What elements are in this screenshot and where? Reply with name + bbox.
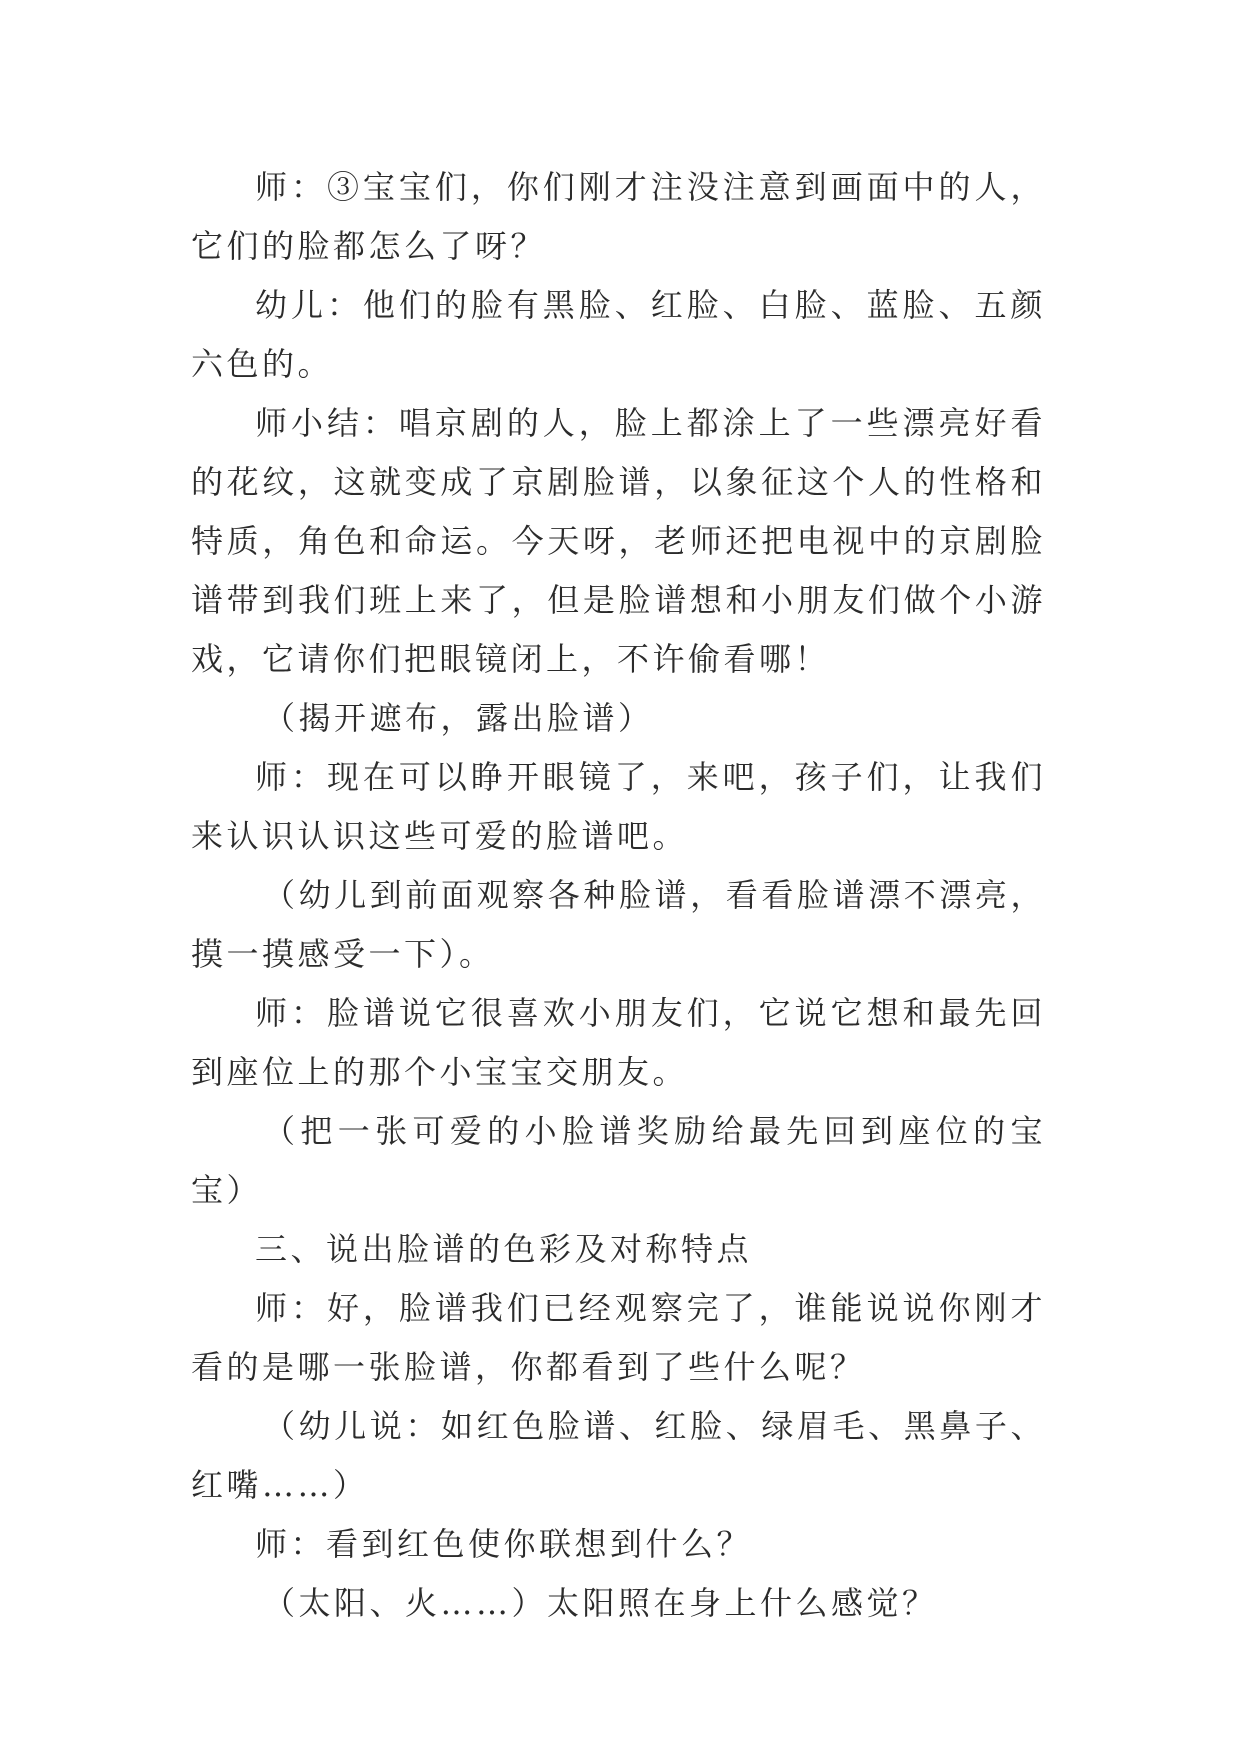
paragraph-action-observe: （幼儿到前面观察各种脸谱，看看脸谱漂不漂亮，摸一摸感受一下）。 — [191, 876, 1046, 973]
section-heading: 三、说出脸谱的色彩及对称特点 — [255, 1230, 753, 1268]
paragraph-action-reward: （把一张可爱的小脸谱奖励给最先回到座位的宝宝） — [191, 1112, 1046, 1209]
document-body — [191, 158, 1046, 1633]
paragraph-teacher-red: 师：看到红色使你联想到什么？ — [255, 1525, 753, 1563]
paragraph-child-describe: （幼儿说：如红色脸谱、红脸、绿眉毛、黑鼻子、红嘴……） — [191, 1407, 1046, 1504]
paragraph-child-answer: 幼儿：他们的脸有黑脸、红脸、白脸、蓝脸、五颜六色的。 — [191, 286, 1046, 383]
paragraph-action-reveal: （揭开遮布，露出脸谱） — [263, 699, 654, 737]
paragraph-teacher-friends: 师：脸谱说它很喜欢小朋友们，它说它想和最先回到座位上的那个小宝宝交朋友。 — [191, 994, 1046, 1091]
paragraph-teacher-summary: 师小结：唱京剧的人，脸上都涂上了一些漂亮好看的花纹，这就变成了京剧脸谱，以象征这个人的性格和特质，角色和命运。今天呀，老师还把电视中的京剧脸谱带到我们班上来了，但是脸谱想和小朋友们做个小游戏，它请你们把眼镜闭上，不许偷看哪！ — [191, 404, 1046, 678]
paragraph-sun-fire: （太阳、火……）太阳照在身上什么感觉？ — [263, 1584, 938, 1622]
paragraph-teacher-question: 师：③宝宝们，你们刚才注没注意到画面中的人，它们的脸都怎么了呀？ — [191, 168, 1046, 265]
paragraph-teacher-invite: 师：现在可以睁开眼镜了，来吧，孩子们，让我们来认识认识这些可爱的脸谱吧。 — [191, 758, 1046, 855]
paragraph-teacher-ask: 师：好，脸谱我们已经观察完了，谁能说说你刚才看的是哪一张脸谱，你都看到了些什么呢？ — [191, 1289, 1046, 1386]
